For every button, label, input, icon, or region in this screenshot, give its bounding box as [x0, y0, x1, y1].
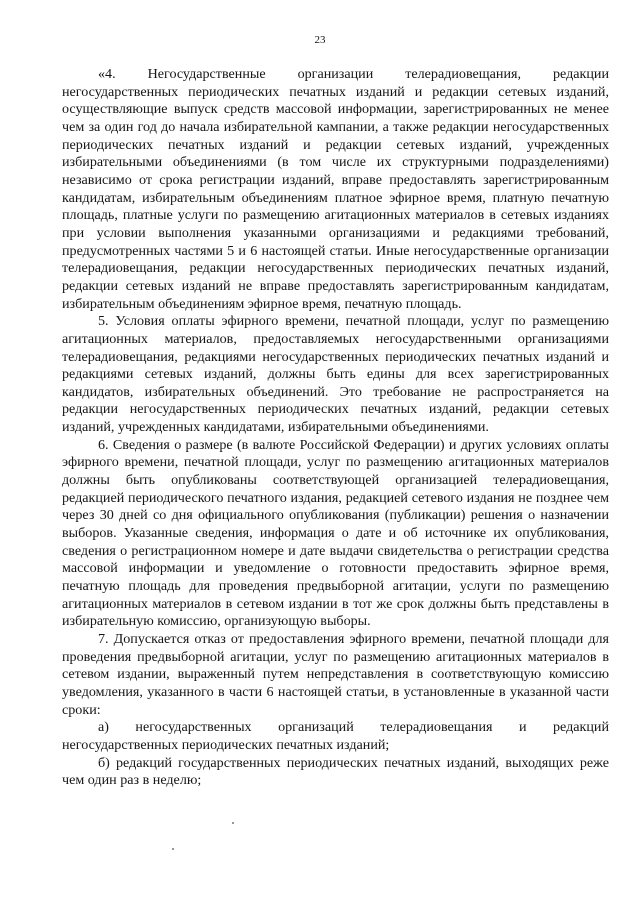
paragraph-part-6: 6. Сведения о размере (в валюте Российской Федерации) и других условиях оплаты эфирного времени, печатной площади, услуг по размещению агитационных материалов должны быть опубликованы соответствующей организацией телерадиовещания, редакцией периодического печатного издания, редакцией сетевого издания не позднее чем через 30 дней со дня официального опубликования (публикации) решения о назначении выборов. Указанные сведения, информация о дате и об источнике их опубликования, сведения о регистрационном номере и дате выдачи свидетельства о регистрации средства массовой информации и уведомление о готовности предоставить эфирное время, печатную площадь для проведения предвыборной агитации, услуги по размещению агитационных материалов в сетевом издании в тот же срок должны быть представлены в избирательную комиссию, организующую выборы.: [62, 436, 609, 630]
scan-speck: [172, 848, 174, 850]
paragraph-part-5: 5. Условия оплаты эфирного времени, печатной площади, услуг по размещению агитационных материалов, предоставляемых негосударственными организациями телерадиовещания, редакциями негосударственных периодических печатных изданий и редакциями сетевых изданий, должны быть едины для всех зарегистрированных кандидатов, избирательных объединений. Это требование не распространяется на редакции негосударственных периодических печатных изданий, редакции сетевых изданий, учрежденных кандидатами, избирательными объединениями.: [62, 313, 609, 436]
scan-speck: [232, 822, 234, 824]
list-item-b: б) редакций государственных периодических печатных изданий, выходящих реже чем один раз в неделю;: [62, 754, 609, 789]
list-item-a: а) негосударственных организаций телерадиовещания и редакций негосударственных периодических печатных изданий;: [62, 719, 609, 753]
paragraph-part-7: 7. Допускается отказ от предоставления эфирного времени, печатной площади для проведения предвыборной агитации, услуг по размещению агитационных материалов в сетевом издании, выраженный путем непредставления в соответствующую комиссию уведомления, указанного в части 6 настоящей статьи, в установленные в указанной части сроки:: [62, 631, 609, 718]
page-number: 23: [314, 34, 326, 46]
paragraph-part-4: «4. Негосударственные организации телерадиовещания, редакции негосударственных периодических печатных изданий и редакции сетевых изданий, осуществляющие выпуск средств массовой информации, зарегистрированных не менее чем за один год до начала избирательной кампании, а также редакции негосударственных периодических печатных изданий и редакции сетевых изданий, учрежденных избирательными объединениями (в том числе их структурными подразделениями) независимо от срока регистрации изданий, вправе предоставлять зарегистрированным кандидатам, избирательным объединениям платное эфирное время, платную печатную площадь, платные услуги по размещению агитационных материалов в сетевых изданиях при условии выполнения указанными организациями и редакциями требований, предусмотренных частями 5 и 6 настоящей статьи. Иные негосударственные организации телерадиовещания, редакции негосударственных периодических печатных изданий, редакции сетевых изданий не вправе предоставлять зарегистрированным кандидатам, избирательным объединениям эфирное время, печатную площадь.: [62, 66, 609, 312]
document-body: [62, 66, 609, 790]
